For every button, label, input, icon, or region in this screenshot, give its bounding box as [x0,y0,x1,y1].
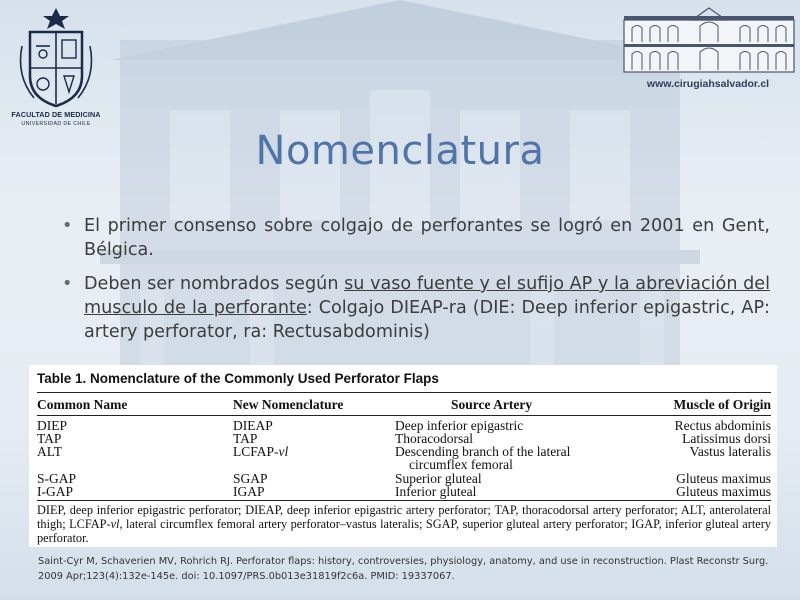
cell-new-text: LCFAP- [233,444,279,459]
cell-source: Descending branch of the lateral [395,444,571,459]
cell-muscle: Vastus lateralis [689,444,771,459]
university-name: UNIVERSIDAD DE CHILE [21,121,91,127]
cell-source: Deep inferior epigastric [395,418,524,433]
citation [38,554,778,584]
cell-source: Inferior gluteal [395,484,477,499]
nomenclature-table [29,365,777,547]
cell-source-continued: circumflex femoral [409,457,513,472]
table-bottom-rule [37,500,771,501]
cell-muscle: Gluteus maximus [676,471,771,486]
cell-common: ALT [37,444,63,459]
footnote-italic: vl [110,517,120,532]
bullet-text-suffix: : Colgajo DIEAP-ra (DIE: Deep inferior epigastric, AP: artery perforator, ra: Rectusabdominis) [84,298,770,342]
faculty-name: FACULTAD DE MEDICINA [11,110,101,119]
cell-new: TAP [233,431,258,446]
cell-muscle: Latissimus dorsi [682,431,771,446]
table-footnote [37,503,771,546]
bullet-text-underlined: su vaso fuente y el sufijo AP y la abreviación del musculo de la perforante [84,274,770,318]
table-header-rule [37,415,771,416]
table-caption: Table 1. Nomenclature of the Commonly Used Perforator Flaps [37,371,439,386]
table-top-rule [37,392,771,393]
cell-source: Superior gluteal [395,471,482,486]
cell-new: DIEAP [233,418,273,433]
bullet-text-prefix: Deben ser nombrados según [84,274,345,294]
header-common-name: Common Name [37,397,128,412]
cell-muscle: Gluteus maximus [676,484,771,499]
website-url: www.cirugiahsalvador.cl [646,78,770,90]
bullet-list [62,214,770,354]
cell-new [233,445,288,459]
cell-common: S-GAP [37,471,77,486]
hospital-building-icon [622,6,796,76]
header-muscle-origin: Muscle of Origin [673,397,771,412]
cell-common: TAP [37,431,62,446]
header-new-nomenclature: New Nomenclature [233,397,344,412]
hospital-logo [622,6,796,96]
slide-title: Nomenclatura [255,128,545,174]
header-source-artery: Source Artery [451,397,533,412]
cell-new: SGAP [233,471,268,486]
footnote-text-end: , lateral circumflex femoral artery perforator–vastus lateralis; SGAP, superior gluteal artery perforator; IGAP, inferior gluteal artery perforator. [37,517,771,546]
footnote-text: DIEP, deep inferior epigastric perforator; DIEAP, deep inferior epigastric artery perforator; TAP, thoracodorsal artery perforator; ALT, anterolateral thigh; LCFAP- [37,503,771,532]
faculty-crest-icon [8,6,104,110]
citation-line: 2009 Apr;123(4):132e-145e. doi: 10.1097/PRS.0b013e31819f2c6a. PMID: 19337067. [38,571,455,582]
bullet-icon: • [62,216,73,236]
cell-source: Thoracodorsal [395,431,473,446]
faculty-logo [8,6,104,136]
cell-common: DIEP [37,418,67,433]
cell-common: I-GAP [37,484,73,499]
bullet-icon: • [62,274,73,294]
bullet-item [62,214,770,262]
cell-new-italic: vl [278,444,289,459]
bullet-item [62,272,770,344]
cell-new: IGAP [233,484,265,499]
citation-line: Saint-Cyr M, Schaverien MV, Rohrich RJ. Perforator flaps: history, controversies, physiology, anatomy, and use in reconstruction. Plast Reconstr Surg. [38,556,769,567]
bullet-text: El primer consenso sobre colgajo de perforantes se logró en 2001 en Gent, Bélgica. [84,216,770,260]
cell-muscle: Rectus abdominis [674,418,771,433]
